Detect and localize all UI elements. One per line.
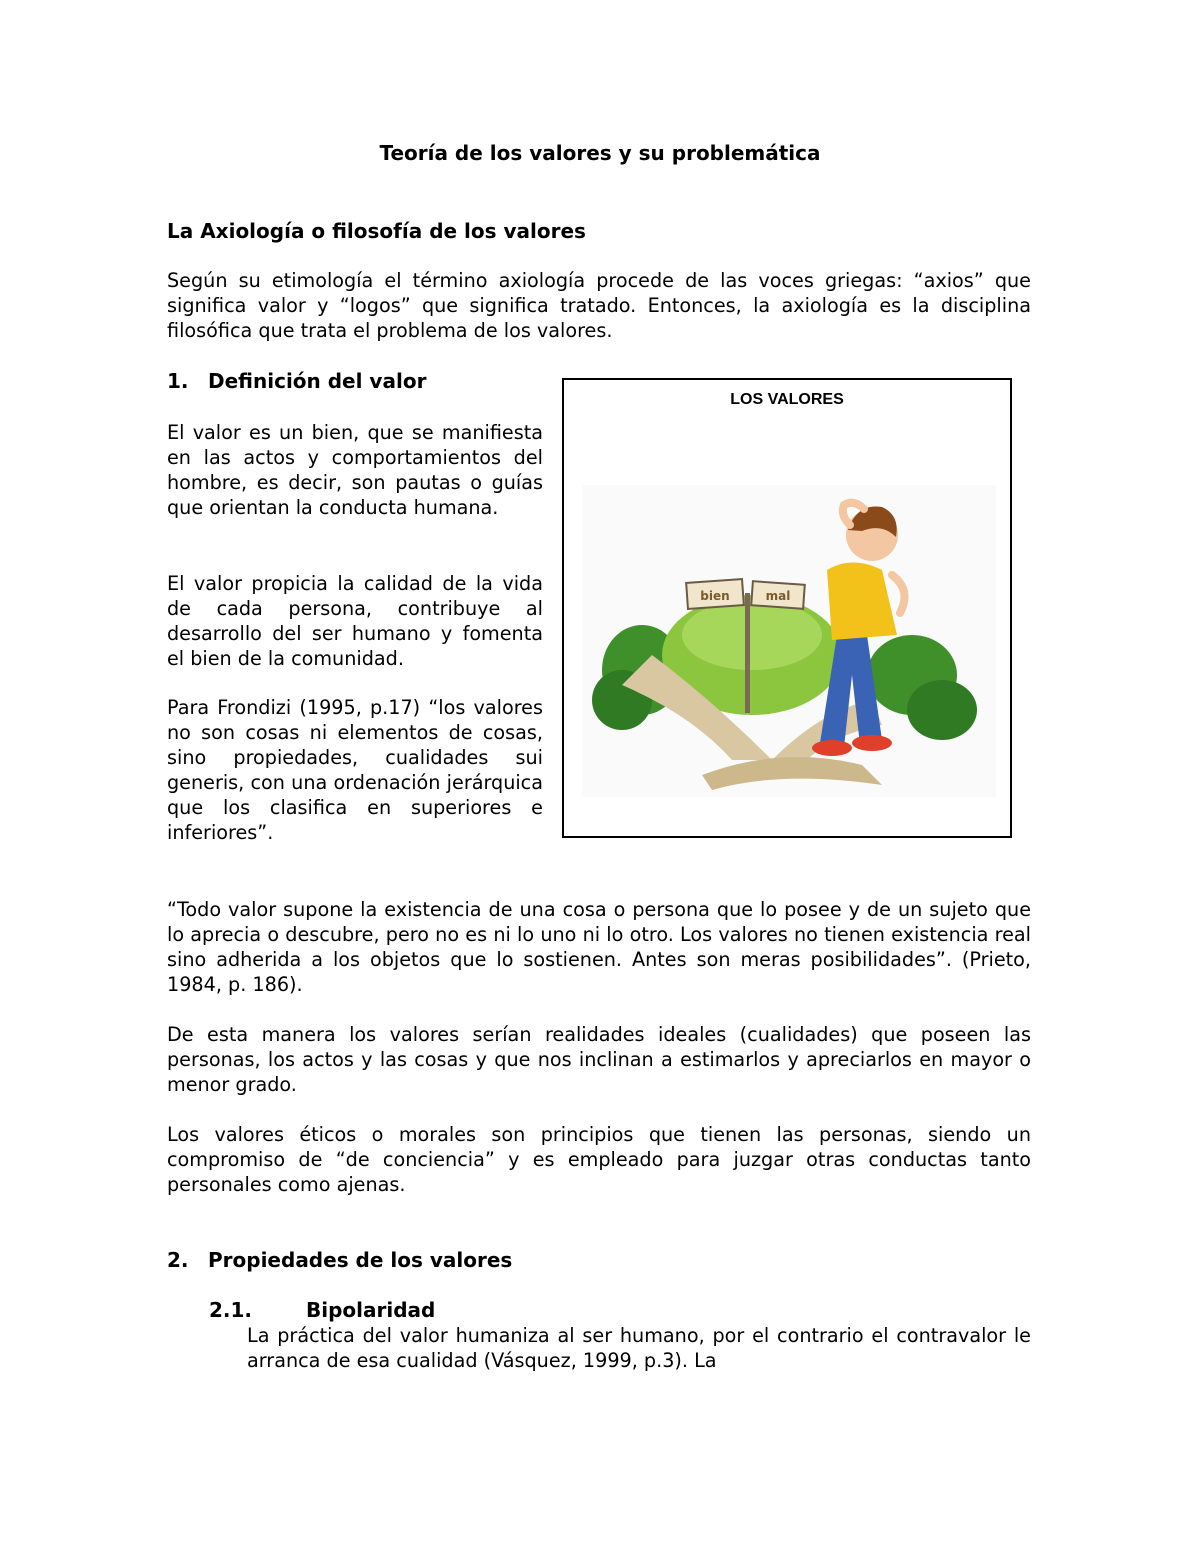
section-2-heading <box>167 1247 512 1273</box>
definition-paragraph-3: Para Frondizi (1995, p.17) “los valores no son cosas ni elementos de cosas, sino propiedades, cualidades sui generis, con una ordenación jerárquica que los clasifica en superiores e inferiores”. <box>167 696 543 844</box>
definition-paragraph-5: De esta manera los valores serían realidades ideales (cualidades) que poseen las personas, los actos y las cosas y que nos inclinan a estimarlos y apreciarlos en mayor o menor grado. <box>167 1023 1031 1096</box>
subheading: La Axiología o filosofía de los valores <box>167 219 586 243</box>
section-1-title: Definición del valor <box>208 369 427 393</box>
sign-left-label: bien <box>700 589 730 603</box>
figure-title: LOS VALORES <box>730 391 844 408</box>
definition-paragraph-4: “Todo valor supone la existencia de una cosa o persona que lo posee y de un sujeto que lo aprecia o descubre, pero no es ni lo uno ni lo otro. Los valores no tienen existencia real sino adherida a los objetos que lo sostienen. Antes son meras posibilidades”. (Prieto, 1984, p. 186). <box>167 898 1031 996</box>
definition-paragraph-6: Los valores éticos o morales son principios que tienen las personas, siendo un compromiso de “de conciencia” y es empleado para juzgar otras conductas tanto personales como ajenas. <box>167 1123 1031 1196</box>
subsection-2-1-heading <box>209 1297 435 1323</box>
subsection-2-1-title: Bipolaridad <box>306 1298 436 1322</box>
definition-paragraph-1: El valor es un bien, que se manifiesta en las actos y comportamientos del hombre, es decir, son pautas o guías que orientan la conducta humana. <box>167 421 543 519</box>
bipolaridad-paragraph: La práctica del valor humaniza al ser humano, por el contrario el contravalor le arranca de esa cualidad (Vásquez, 1999, p.3). La <box>247 1324 1031 1372</box>
sign-right-label: mal <box>765 589 791 603</box>
values-figure <box>562 378 1012 838</box>
boy-at-crossroads-illustration <box>582 485 996 797</box>
section-1-number: 1. <box>167 369 189 393</box>
page-title: Teoría de los valores y su problemática <box>379 141 821 165</box>
section-2-title: Propiedades de los valores <box>208 1248 513 1272</box>
section-1-heading <box>167 368 426 394</box>
definition-paragraph-2: El valor propicia la calidad de la vida de cada persona, contribuye al desarrollo del ser humano y fomenta el bien de la comunidad. <box>167 572 543 670</box>
section-2-number: 2. <box>167 1248 189 1272</box>
subsection-2-1-number: 2.1. <box>209 1298 253 1322</box>
intro-paragraph: Según su etimología el término axiología procede de las voces griegas: “axios” que significa valor y “logos” que significa tratado. Entonces, la axiología es la disciplina filosófica que trata el problema de los valores. <box>167 269 1031 342</box>
